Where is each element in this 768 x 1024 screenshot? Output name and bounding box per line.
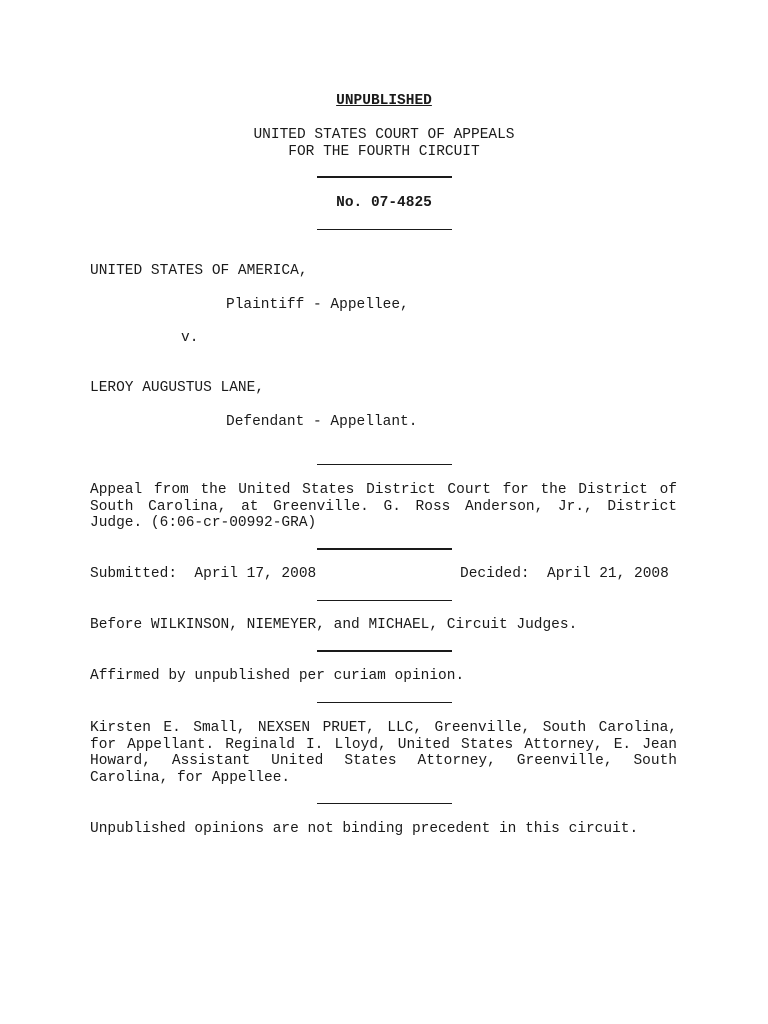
- precedent-notice: Unpublished opinions are not binding precedent in this circuit.: [90, 821, 639, 837]
- versus: v.: [181, 330, 199, 346]
- defendant-name: LEROY AUGUSTUS LANE,: [90, 380, 265, 396]
- divider: [317, 464, 452, 465]
- divider: [317, 176, 452, 178]
- divider: [317, 229, 452, 230]
- court-name-line1: UNITED STATES COURT OF APPEALS: [253, 127, 515, 143]
- plaintiff-role: Plaintiff - Appellee,: [226, 297, 409, 313]
- unpublished-heading: UNPUBLISHED: [336, 93, 432, 109]
- defendant-role: Defendant - Appellant.: [226, 414, 418, 430]
- panel-judges: Before WILKINSON, NIEMEYER, and MICHAEL, Circuit Judges.: [90, 617, 578, 633]
- divider: [317, 600, 452, 601]
- decided-date: Decided: April 21, 2008: [460, 566, 669, 582]
- divider: [317, 548, 452, 550]
- counsel-paragraph: Kirsten E. Small, NEXSEN PRUET, LLC, Greenville, South Carolina, for Appellant. Reginald I. Lloyd, United States Attorney, E. Jean Howard, Assistant United States Attorney, Greenville, South Carolina, for Appellee.: [90, 720, 677, 786]
- submitted-date: Submitted: April 17, 2008: [90, 566, 317, 582]
- plaintiff-name: UNITED STATES OF AMERICA,: [90, 263, 308, 279]
- divider: [317, 702, 452, 703]
- divider: [317, 803, 452, 804]
- divider: [317, 650, 452, 652]
- case-number: No. 07-4825: [336, 195, 432, 211]
- court-name-line2: FOR THE FOURTH CIRCUIT: [288, 144, 480, 160]
- disposition: Affirmed by unpublished per curiam opinion.: [90, 668, 465, 684]
- appeal-paragraph: Appeal from the United States District Court for the District of South Carolina, at Greenville. G. Ross Anderson, Jr., District Judge. (6:06-cr-00992-GRA): [90, 482, 677, 531]
